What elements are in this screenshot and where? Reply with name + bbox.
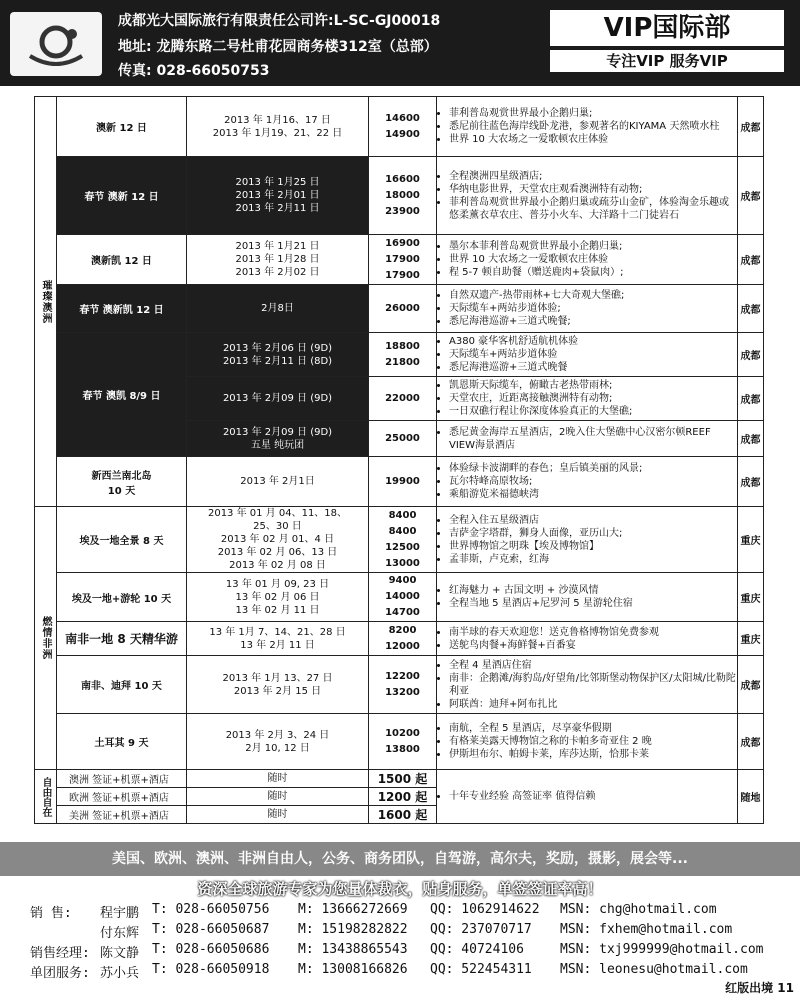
tour-dates: 2013 年 1月 13、27 日 2013 年 2月 15 日 [187,656,369,714]
vip-badge [550,10,784,74]
tour-price: 8200 12000 [369,622,437,656]
tour-dates: 2013 年 2月09 日 (9D) [187,377,369,421]
tour-name: 土耳其 9 天 [57,714,187,770]
tour-city: 重庆 [738,622,764,656]
tour-features: • 悉尼黄金海岸五星酒店，2晚入住大堡礁中心汉密尔顿REEF VIEW海景酒店 [437,421,738,457]
contact-row: 销 售: 程宇鹏 T: 028-66050756 M: 13666272669 QQ: 1062914622 MSN: chg@hotmail.com [30,902,717,921]
tour-table [34,96,764,824]
tour-name: 埃及一地全景 8 天 [57,507,187,573]
tour-dates: 2013 年 1月16、17 日 2013 年 1月19、21、22 日 [187,97,369,157]
tour-features: • 全程 4 星酒店住宿 • 南非：企鹅滩/海豹岛/好望角/比邻斯堡动物保护区/太阳城/比勒陀利亚 • 阿联酋：迪拜+阿布扎比 [437,656,738,714]
tour-name: 美洲 签证+机票+酒店 [57,806,187,824]
tour-dates: 随时 [187,806,369,824]
tour-city: 成都 [738,97,764,157]
tour-dates: 13 年 1月 7、14、21、28 日 13 年 2月 11 日 [187,622,369,656]
slogan-banner: 资深全球旅游专家为您量体裁衣，贴身服务，单签签证率高！ [0,876,800,902]
table-row [35,573,764,622]
tour-dates: 随时 [187,770,369,788]
tour-price: 18800 21800 [369,333,437,377]
tour-features: • 南半球的春天欢迎您！送克鲁格博物馆免费参观 • 送鸵鸟肉餐+海鲜餐+百番宴 [437,622,738,656]
tour-city: 成都 [738,714,764,770]
tour-features: • 红海魅力 + 古国文明 + 沙漠风情 • 全程当地 5 星酒店+尼罗河 5 星游轮住宿 [437,573,738,622]
services-banner: 美国、欧洲、澳洲、非洲自由人，公务、商务团队，自驾游，高尔夫，奖励，摄影，展会等... [0,842,800,876]
tour-dates: 2013 年 2月 3、24 日 2月 10, 12 日 [187,714,369,770]
company-fax: 传真: 028-66050753 [118,63,270,79]
tour-features: • 自然双遗产-热带雨林+七大奇观大堡礁; • 天际缆车+两站步道体验; • 悉尼海港巡游+三道式晚餐; [437,285,738,333]
tour-price: 22000 [369,377,437,421]
tour-city: 重庆 [738,507,764,573]
tour-city: 成都 [738,235,764,285]
tour-city: 成都 [738,421,764,457]
tour-name: 春节 澳新 12 日 [57,157,187,235]
tour-price: 16600 18000 23900 [369,157,437,235]
tour-dates: 2月8日 [187,285,369,333]
tour-dates: 2013 年 01 月 04、11、18、 25、30 日 2013 年 02 月 01、4 日 2013 年 02 月 06、13 日 2013 年 02 月 08 日 [187,507,369,573]
tour-name: 南非、迪拜 10 天 [57,656,187,714]
tour-name: 埃及一地+游轮 10 天 [57,573,187,622]
tour-dates: 随时 [187,788,369,806]
page-footer: 红版出境 11 [725,981,794,995]
vip-slogan: 专注VIP 服务VIP [550,50,784,72]
company-address: 地址: 龙腾东路二号杜甫花园商务楼312室（总部） [118,39,438,55]
table-row [35,622,764,656]
tour-price: 25000 [369,421,437,457]
tour-name: 春节 澳新凯 12 日 [57,285,187,333]
tour-features: • 凯恩斯天际缆车，俯瞰古老热带雨林; • 天堂农庄，近距离接触澳洲特有动物; • 一日双礁行程让你深度体验真正的大堡礁; [437,377,738,421]
tour-features: • 全程澳洲四星级酒店; • 华纳电影世界，天堂农庄观看澳洲特有动物; • 菲利普岛观赏世界最小企鹅归巢或疏芬山金矿，体验淘金乐趣或悠柔薰衣草农庄、普芬小火车、大洋路十二门徒岩石 [437,157,738,235]
tour-price: 26000 [369,285,437,333]
contact-row: 单团服务: 苏小兵 T: 028-66050918 M: 13008166826 QQ: 522454311 MSN: leonesu@hotmail.com [30,962,748,981]
tour-features: • 全程入住五星级酒店 • 吉萨金字塔群，狮身人面像，亚历山大; • 世界博物馆之明珠【埃及博物馆】 • 孟菲斯，卢克索，红海 [437,507,738,573]
tour-name: 春节 澳凯 8/9 日 [57,333,187,457]
tour-dates: 13 年 01 月 09, 23 日 13 年 02 月 06 日 13 年 02 月 11 日 [187,573,369,622]
table-row [35,457,764,507]
tour-features: • 墨尔本菲利普岛观赏世界最小企鹅归巢; • 世界 10 大农场之一爱歌顿农庄体验 • 程 5-7 顿自助餐（赠送鹿肉+袋鼠肉）; [437,235,738,285]
tour-price: 8400 8400 12500 13000 [369,507,437,573]
table-row [35,97,764,157]
tour-features: • 南航，全程 5 星酒店，尽享豪华假期 • 有格莱美露天博物馆之称的卡帕多奇亚住 2 晚 • 伊斯坦布尔、帕姆卡莱，库莎达斯，恰那卡莱 [437,714,738,770]
table-row [35,656,764,714]
tour-city: 重庆 [738,573,764,622]
tour-price: 12200 13200 [369,656,437,714]
tour-name: 欧洲 签证+机票+酒店 [57,788,187,806]
table-row [35,770,764,788]
tour-dates: 2013 年 1月21 日 2013 年 1月28 日 2013 年 2月02 日 [187,235,369,285]
table-row [35,507,764,573]
logo-icon [10,12,102,76]
contact-row: 销售经理: 陈文静 T: 028-66050686 M: 13438865543 QQ: 40724106 MSN: txj999999@hotmail.com [30,942,764,961]
tour-city: 成都 [738,457,764,507]
tour-price: 16900 17900 17900 [369,235,437,285]
tour-dates: 2013 年 2月06 日 (9D) 2013 年 2月11 日 (8D) [187,333,369,377]
tour-price: 9400 14000 14700 [369,573,437,622]
vip-title: VIP国际部 [550,10,784,46]
tour-features: • A380 豪华客机舒适航机体验 • 天际缆车+两站步道体验 • 悉尼海港巡游+三道式晚餐 [437,333,738,377]
tour-features: • 菲利普岛观赏世界最小企鹅归巢; • 悉尼前往蓝色海岸线卧龙港，参观著名的KIYAMA 天然喷水柱 • 世界 10 大农场之一爱歌顿农庄体验 [437,97,738,157]
tour-price: 1500 起 [369,770,437,788]
table-row [35,333,764,377]
tour-name: 新西兰南北岛 10 天 [57,457,187,507]
region-label: 自由自在 [35,770,57,824]
tour-name: 澳新凯 12 日 [57,235,187,285]
tour-features: • 体验绿卡波湖畔的春色；皇后镇美丽的风景; • 瓦尔特峰高原牧场; • 乘船游览米福德峡湾 [437,457,738,507]
header [0,0,800,86]
tour-city: 成都 [738,656,764,714]
tour-name: 澳洲 签证+机票+酒店 [57,770,187,788]
tour-dates: 2013 年 2月1日 [187,457,369,507]
tour-dates: 2013 年 1月25 日 2013 年 2月01 日 2013 年 2月11 日 [187,157,369,235]
tour-price: 10200 13800 [369,714,437,770]
tour-name: 澳新 12 日 [57,97,187,157]
table-row [35,285,764,333]
table-row [35,235,764,285]
company-logo [10,12,102,76]
region-label: 燃情非洲 [35,507,57,770]
tour-dates: 2013 年 2月09 日 (9D) 五星 纯玩团 [187,421,369,457]
tour-city: 成都 [738,333,764,377]
contact-row: 付东辉 T: 028-66050687 M: 15198282822 QQ: 237070717 MSN: fxhem@hotmail.com [100,922,733,941]
tour-city: 成都 [738,285,764,333]
tour-price: 14600 14900 [369,97,437,157]
tour-city: 成都 [738,377,764,421]
table-row [35,157,764,235]
table-row [35,714,764,770]
contacts-list [30,902,790,982]
tour-price: 1200 起 [369,788,437,806]
region-label: 璀璨澳洲 [35,97,57,507]
tour-price: 19900 [369,457,437,507]
tour-city: 成都 [738,157,764,235]
tour-name: 南非一地 8 天精华游 [57,622,187,656]
tour-features: • 十年专业经验 高签证率 值得信赖 [437,770,738,824]
tour-city: 随地 [738,770,764,824]
tour-price: 1600 起 [369,806,437,824]
company-name: 成都光大国际旅行有限责任公司许:L-SC-GJ00018 [118,13,441,29]
